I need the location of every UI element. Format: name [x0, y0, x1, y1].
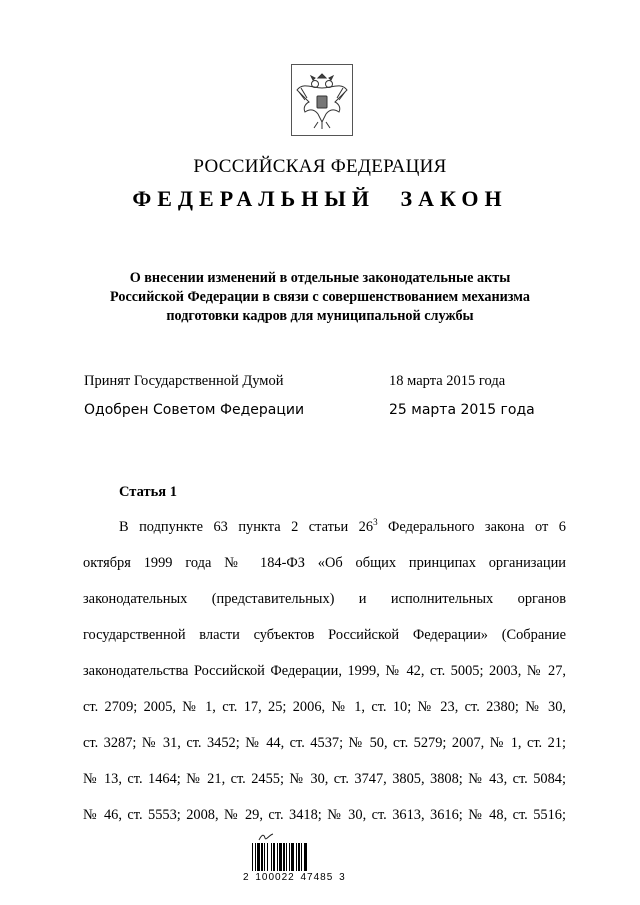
body-line: ст. 2709; 2005, № 1, ст. 17, 25; 2006, № 1, ст. 10; № 23, ст. 2380; № 30, — [83, 699, 566, 715]
body-line: ст. 3287; № 31, ст. 3452; № 44, ст. 4537; № 50, ст. 5279; 2007, № 1, ст. 21; — [83, 735, 566, 751]
barcode-icon — [252, 843, 328, 871]
country-name: РОССИЙСКАЯ ФЕДЕРАЦИЯ — [193, 156, 447, 177]
body-line: законодательства Российской Федерации, 1999, № 42, ст. 5005; 2003, № 27, — [83, 663, 566, 679]
barcode-number: 2 100022 47485 3 — [243, 872, 346, 883]
body-line: № 13, ст. 1464; № 21, ст. 2455; № 30, ст. 3747, 3805, 3808; № 43, ст. 5084; — [83, 771, 566, 787]
coat-of-arms-icon — [291, 64, 353, 136]
handwritten-mark-icon — [258, 832, 274, 842]
council-approval-label: Одобрен Советом Федерации — [84, 402, 305, 418]
superscript: 3 — [373, 517, 378, 528]
body-line: № 46, ст. 5553; 2008, № 29, ст. 3418; № 30, ст. 3613, 3616; № 48, ст. 5516; — [83, 807, 566, 823]
article-heading: Статья 1 — [119, 484, 177, 500]
title-line: О внесении изменений в отдельные законодательные акты — [129, 270, 511, 286]
law-title — [60, 269, 580, 326]
body-line: октября 1999 года № 184-ФЗ «Об общих принципах организации — [83, 555, 566, 571]
body-line: государственной власти субъектов Российской Федерации» (Собрание — [83, 627, 566, 643]
body-line: законодательных (представительных) и исполнительных органов — [83, 591, 566, 607]
council-approval-date: 25 марта 2015 года — [389, 402, 535, 418]
title-line: подготовки кадров для муниципальной службы — [166, 308, 474, 324]
duma-adoption-label: Принят Государственной Думой — [84, 373, 284, 389]
body-line — [83, 513, 566, 549]
body-line-text: Федерального закона от 6 — [377, 519, 566, 535]
title-line: Российской Федерации в связи с совершенствованием механизма — [110, 289, 530, 305]
document-type: ФЕДЕРАЛЬНЫЙ ЗАКОН — [132, 186, 508, 211]
article-body — [83, 513, 566, 837]
body-line-text: В подпункте 63 пункта 2 статьи 26 — [119, 519, 374, 535]
duma-adoption-date: 18 марта 2015 года — [389, 373, 506, 389]
